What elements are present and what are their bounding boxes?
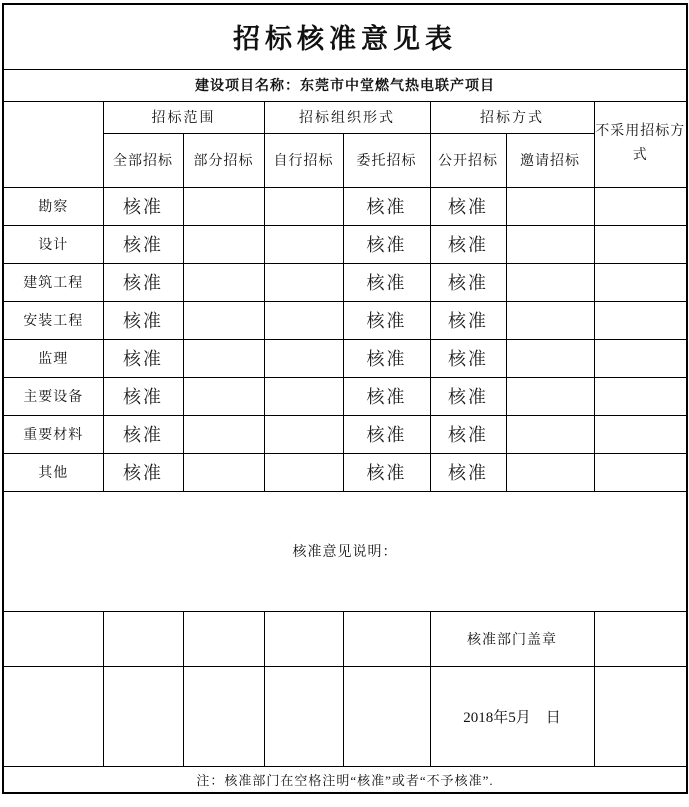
table-row-supervision [3, 339, 687, 377]
empty-cell [594, 611, 687, 666]
cell-delegated-bid: 核准 [343, 225, 430, 263]
subheader-partial-bid: 部分招标 [183, 133, 264, 187]
empty-cell [3, 611, 103, 666]
empty-cell [183, 666, 264, 766]
title-row [3, 4, 687, 69]
row-label: 勘察 [3, 187, 103, 225]
cell-full-bid: 核准 [103, 339, 183, 377]
cell-self-bid [264, 187, 343, 225]
cell-no-bid [594, 187, 687, 225]
table-row-other [3, 453, 687, 491]
cell-open-bid: 核准 [430, 263, 506, 301]
cell-full-bid: 核准 [103, 453, 183, 491]
signature-row-date [3, 666, 687, 766]
row-label: 设计 [3, 225, 103, 263]
cell-no-bid [594, 301, 687, 339]
header-bid-scope: 招标范围 [103, 101, 264, 133]
subheader-full-bid: 全部招标 [103, 133, 183, 187]
cell-full-bid: 核准 [103, 187, 183, 225]
cell-invited-bid [506, 377, 594, 415]
row-label: 重要材料 [3, 415, 103, 453]
table-row-survey [3, 187, 687, 225]
cell-delegated-bid: 核准 [343, 453, 430, 491]
cell-full-bid: 核准 [103, 415, 183, 453]
sub-header-row [3, 133, 687, 187]
cell-self-bid [264, 377, 343, 415]
cell-partial-bid [183, 339, 264, 377]
cell-no-bid [594, 225, 687, 263]
table-row-design [3, 225, 687, 263]
cell-self-bid [264, 453, 343, 491]
opinion-section-label: 核准意见说明： [3, 491, 687, 611]
cell-invited-bid [506, 415, 594, 453]
project-row [3, 69, 687, 101]
project-name-text: 建设项目名称：东莞市中堂燃气热电联产项目 [3, 69, 687, 101]
cell-invited-bid [506, 187, 594, 225]
cell-full-bid: 核准 [103, 225, 183, 263]
cell-delegated-bid: 核准 [343, 377, 430, 415]
header-bid-organization-form: 招标组织形式 [264, 101, 430, 133]
footnote-text: 注：核准部门在空格注明“核准”或者“不予核准”. [3, 766, 687, 793]
empty-cell [103, 666, 183, 766]
cell-no-bid [594, 263, 687, 301]
empty-cell [343, 666, 430, 766]
cell-invited-bid [506, 225, 594, 263]
table-row-installation [3, 301, 687, 339]
cell-open-bid: 核准 [430, 225, 506, 263]
cell-full-bid: 核准 [103, 301, 183, 339]
cell-self-bid [264, 301, 343, 339]
row-label: 主要设备 [3, 377, 103, 415]
cell-delegated-bid: 核准 [343, 339, 430, 377]
cell-no-bid [594, 339, 687, 377]
empty-cell [264, 611, 343, 666]
cell-invited-bid [506, 453, 594, 491]
cell-delegated-bid: 核准 [343, 187, 430, 225]
subheader-invited-bid: 邀请招标 [506, 133, 594, 187]
cell-delegated-bid: 核准 [343, 263, 430, 301]
cell-partial-bid [183, 453, 264, 491]
opinion-row [3, 491, 687, 611]
empty-cell [343, 611, 430, 666]
subheader-self-bid: 自行招标 [264, 133, 343, 187]
cell-partial-bid [183, 225, 264, 263]
date-line: 2018年5月 日 [430, 666, 594, 766]
empty-cell [3, 666, 103, 766]
cell-self-bid [264, 225, 343, 263]
row-label: 建筑工程 [3, 263, 103, 301]
cell-partial-bid [183, 301, 264, 339]
form-title: 招标核准意见表 [3, 4, 687, 69]
table-row-construction [3, 263, 687, 301]
cell-partial-bid [183, 263, 264, 301]
footnote-row [3, 766, 687, 793]
cell-no-bid [594, 377, 687, 415]
signature-row-stamp [3, 611, 687, 666]
cell-self-bid [264, 415, 343, 453]
row-label: 安装工程 [3, 301, 103, 339]
cell-open-bid: 核准 [430, 339, 506, 377]
cell-open-bid: 核准 [430, 301, 506, 339]
header-bid-method: 招标方式 [430, 101, 594, 133]
empty-cell [103, 611, 183, 666]
cell-no-bid [594, 415, 687, 453]
empty-cell [183, 611, 264, 666]
table-row-important-materials [3, 415, 687, 453]
cell-delegated-bid: 核准 [343, 415, 430, 453]
cell-invited-bid [506, 263, 594, 301]
subheader-delegated-bid: 委托招标 [343, 133, 430, 187]
bid-approval-form [2, 3, 688, 794]
cell-open-bid: 核准 [430, 187, 506, 225]
group-header-row [3, 101, 687, 133]
corner-cell [3, 101, 103, 187]
cell-partial-bid [183, 415, 264, 453]
cell-partial-bid [183, 187, 264, 225]
cell-self-bid [264, 339, 343, 377]
header-no-bid-method: 不采用招标方式 [594, 101, 687, 187]
row-label: 其他 [3, 453, 103, 491]
cell-full-bid: 核准 [103, 263, 183, 301]
cell-self-bid [264, 263, 343, 301]
empty-cell [264, 666, 343, 766]
subheader-open-bid: 公开招标 [430, 133, 506, 187]
cell-full-bid: 核准 [103, 377, 183, 415]
cell-no-bid [594, 453, 687, 491]
row-label: 监理 [3, 339, 103, 377]
stamp-label: 核准部门盖章 [430, 611, 594, 666]
cell-partial-bid [183, 377, 264, 415]
cell-delegated-bid: 核准 [343, 301, 430, 339]
cell-open-bid: 核准 [430, 453, 506, 491]
cell-open-bid: 核准 [430, 415, 506, 453]
cell-open-bid: 核准 [430, 377, 506, 415]
cell-invited-bid [506, 301, 594, 339]
empty-cell [594, 666, 687, 766]
table-row-main-equipment [3, 377, 687, 415]
cell-invited-bid [506, 339, 594, 377]
